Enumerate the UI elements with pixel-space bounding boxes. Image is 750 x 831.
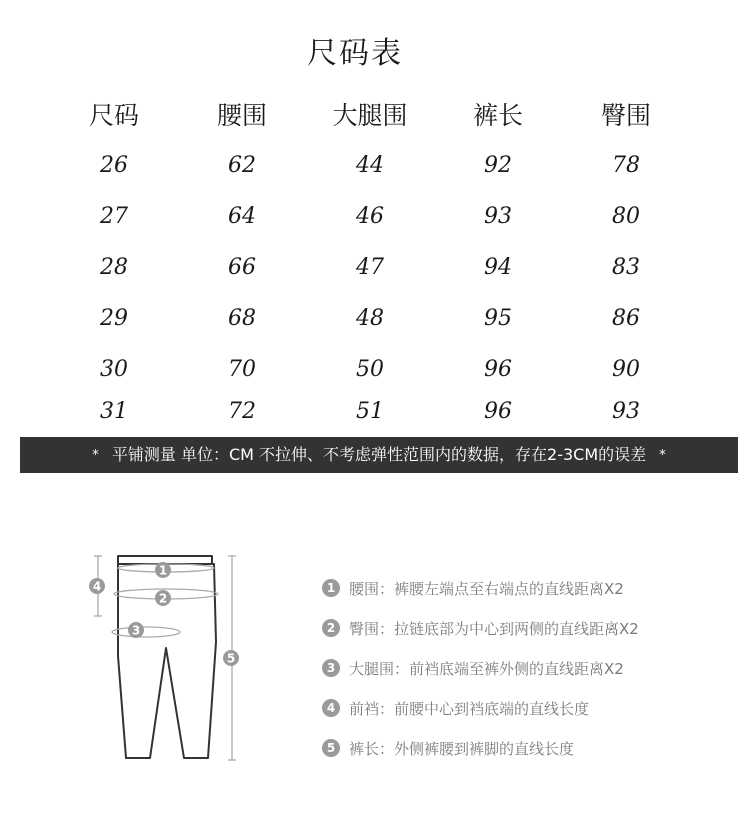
- svg-text:1: 1: [158, 563, 168, 578]
- table-cell: 68: [228, 306, 256, 331]
- header-cell-hip: 臀围: [600, 101, 651, 130]
- legend-item-hip: [322, 608, 732, 648]
- table-cell: 93: [612, 399, 640, 424]
- table-row: [50, 140, 690, 191]
- header-cell-size: 尺码: [88, 101, 139, 130]
- legend-description: ：外侧裤腰到裤脚的直线长度: [379, 739, 575, 758]
- header-cell-thigh: 大腿围: [332, 101, 408, 130]
- svg-text:3: 3: [131, 623, 141, 638]
- table-cell: 31: [100, 399, 128, 424]
- number-3-icon: 3: [322, 659, 340, 677]
- table-row: [50, 242, 690, 293]
- table-cell: 83: [612, 255, 640, 280]
- diagram-marker-3: [128, 622, 144, 638]
- table-cell: 50: [356, 357, 384, 382]
- table-cell: 28: [100, 255, 128, 280]
- header-cell-waist: 腰围: [216, 101, 267, 130]
- table-cell: 27: [100, 204, 128, 229]
- size-table: [50, 92, 690, 433]
- legend-item-thigh: [322, 648, 732, 688]
- diagram-marker-1: [155, 562, 171, 578]
- table-cell: 94: [484, 255, 512, 280]
- table-row: [50, 395, 690, 433]
- legend-label: 裤长: [349, 739, 380, 758]
- legend-label: 大腿围: [349, 659, 395, 678]
- measurement-note-text: 平铺测量 单位：CM 不拉伸、不考虑弹性范围内的数据，存在2-3CM的误差: [111, 445, 647, 464]
- pants-measurement-diagram: [84, 546, 254, 766]
- legend-item-length: [322, 728, 732, 768]
- table-cell: 86: [612, 306, 640, 331]
- table-cell: 30: [100, 357, 128, 382]
- legend-item-waist: [322, 568, 732, 608]
- table-row: [50, 344, 690, 395]
- pants-outline-icon: [118, 556, 216, 758]
- legend-label: 腰围: [349, 579, 380, 598]
- measurement-legend: [322, 568, 732, 768]
- table-header: [50, 92, 690, 140]
- star-icon: *: [659, 448, 666, 463]
- legend-label: 前裆: [349, 699, 380, 718]
- page-title: 尺码表: [307, 36, 403, 71]
- table-cell: 95: [484, 306, 512, 331]
- table-cell: 62: [228, 153, 256, 178]
- svg-text:5: 5: [226, 651, 236, 666]
- table-cell: 78: [612, 153, 640, 178]
- table-cell: 93: [484, 204, 512, 229]
- legend-description: ：拉链底部为中心到两侧的直线距离X2: [379, 619, 639, 638]
- table-cell: 72: [228, 399, 256, 424]
- header-cell-length: 裤长: [472, 101, 523, 130]
- legend-description: ：前裆底端至裤外侧的直线距离X2: [394, 659, 624, 678]
- number-4-icon: 4: [322, 699, 340, 717]
- table-cell: 70: [228, 357, 256, 382]
- table-cell: 51: [356, 399, 384, 424]
- table-cell: 48: [356, 306, 384, 331]
- table-cell: 29: [100, 306, 128, 331]
- diagram-marker-4: [89, 578, 105, 594]
- legend-description: ：前腰中心到裆底端的直线长度: [379, 699, 590, 718]
- table-row: [50, 191, 690, 242]
- legend-label: 臀围: [349, 619, 380, 638]
- number-2-icon: 2: [322, 619, 340, 637]
- table-cell: 26: [100, 153, 128, 178]
- legend-description: ：裤腰左端点至右端点的直线距离X2: [379, 579, 624, 598]
- table-cell: 44: [356, 153, 384, 178]
- svg-text:4: 4: [92, 579, 102, 594]
- table-cell: 46: [356, 204, 384, 229]
- diagram-marker-5: [223, 650, 239, 666]
- table-cell: 92: [484, 153, 512, 178]
- number-1-icon: 1: [322, 579, 340, 597]
- diagram-marker-2: [155, 590, 171, 606]
- table-cell: 90: [612, 357, 640, 382]
- legend-item-front-rise: [322, 688, 732, 728]
- table-cell: 96: [484, 357, 512, 382]
- measurement-note-bar: [20, 437, 738, 473]
- table-cell: 96: [484, 399, 512, 424]
- table-cell: 66: [228, 255, 256, 280]
- table-cell: 47: [356, 255, 384, 280]
- star-icon: *: [92, 448, 99, 463]
- table-row: [50, 293, 690, 344]
- table-cell: 64: [228, 204, 256, 229]
- number-5-icon: 5: [322, 739, 340, 757]
- svg-text:2: 2: [158, 591, 168, 606]
- table-cell: 80: [612, 204, 640, 229]
